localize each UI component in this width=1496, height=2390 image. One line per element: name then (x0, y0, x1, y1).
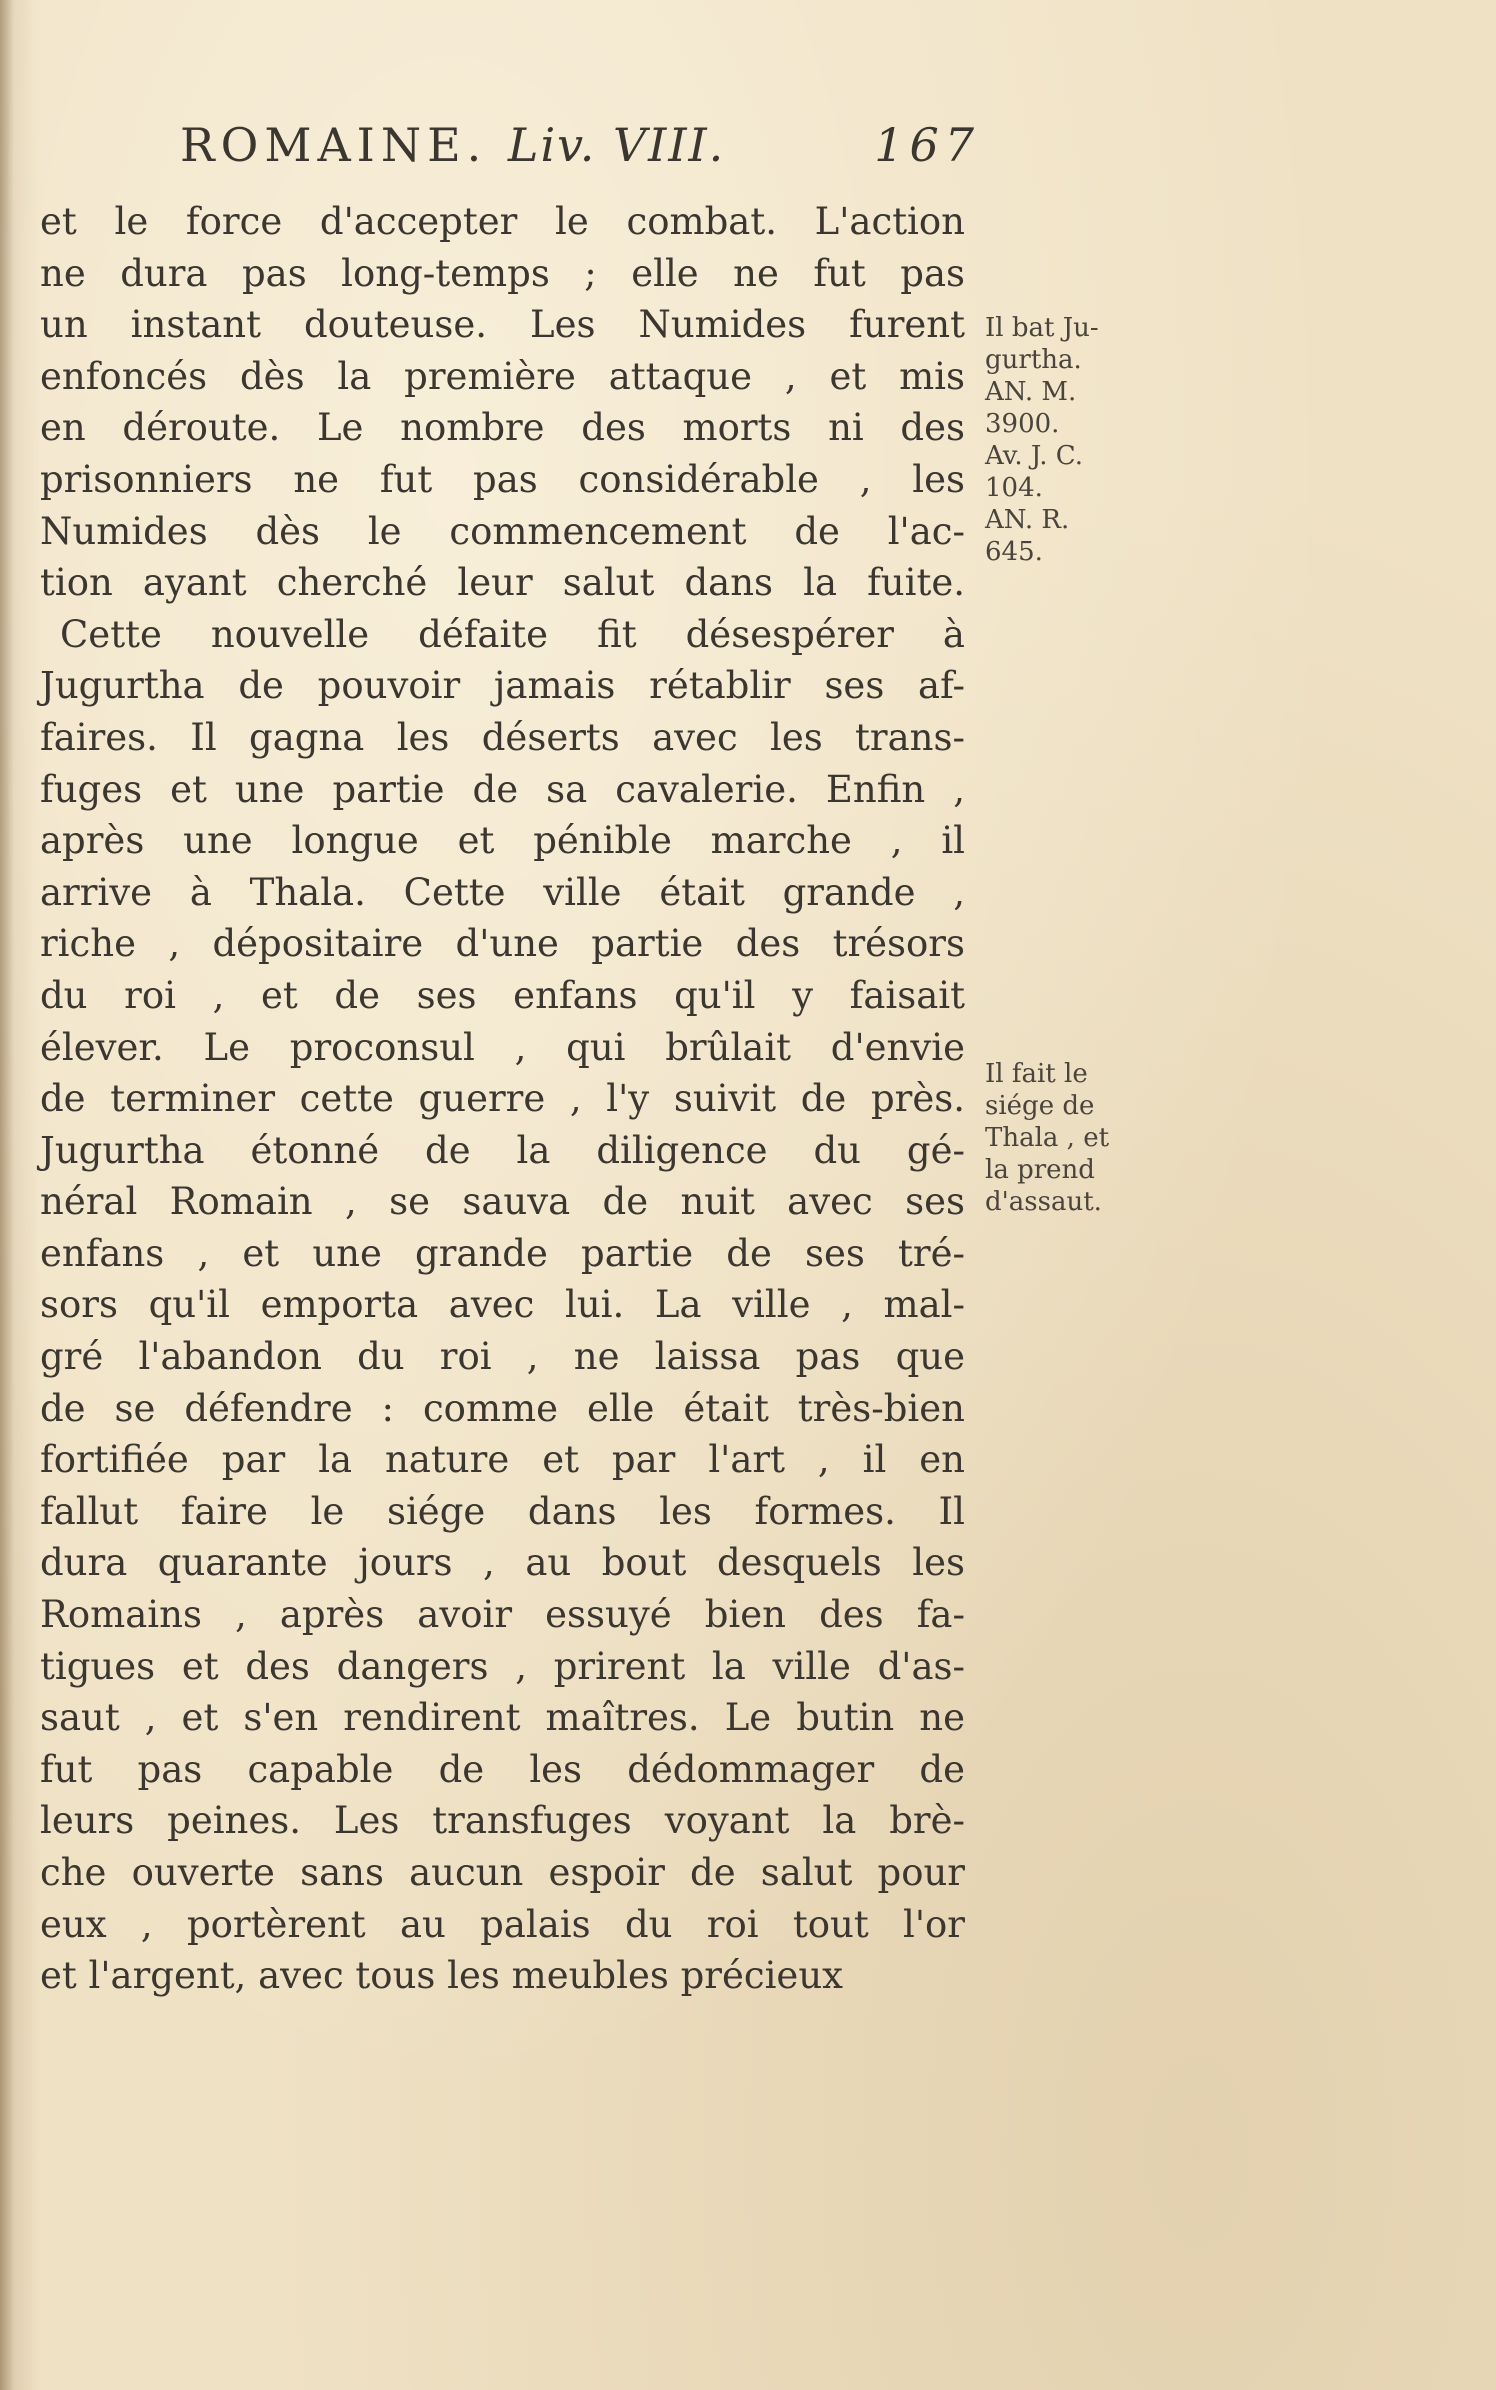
margin-note-battle (985, 312, 1195, 568)
margin-note-line: 104. (985, 473, 1043, 503)
text-line: che ouverte sans aucun espoir de salut pour (40, 1851, 965, 1894)
text-line: du roi , et de ses enfans qu'il y faisait (40, 973, 965, 1017)
text-line: enfans , et une grande partie de ses tré- (40, 1231, 965, 1275)
text-line: de se défendre : comme elle était très-bien (40, 1386, 965, 1430)
text-line: riche , dépositaire d'une partie des trésors (40, 922, 965, 966)
text-line: fortifiée par la nature et par l'art , il en (40, 1438, 965, 1482)
margin-note-line: siége de (985, 1091, 1095, 1121)
text-line: fallut faire le siége dans les formes. Il (40, 1489, 965, 1533)
text-line: tigues et des dangers , prirent la ville d'as- (40, 1644, 965, 1688)
margin-note-line: gurtha. (985, 345, 1082, 375)
text-line: Jugurtha étonné de la diligence du gé- (40, 1128, 965, 1172)
margin-note-line: d'assaut. (985, 1187, 1102, 1217)
page-number: 167 (874, 118, 980, 172)
text-line: saut , et s'en rendirent maîtres. Le butin ne (40, 1696, 965, 1740)
text-line: fuges et une partie de sa cavalerie. Enfin , (40, 767, 965, 811)
margin-note-thala (985, 1058, 1195, 1218)
running-header (180, 110, 980, 180)
text-line: sors qu'il emporta avec lui. La ville , mal- (40, 1283, 965, 1327)
text-line: eux , portèrent au palais du roi tout l'or (40, 1902, 965, 1946)
text-line: en déroute. Le nombre des morts ni des (40, 406, 965, 450)
book-number: Liv. VIII. (507, 118, 726, 172)
margin-note-line: la prend (985, 1155, 1095, 1185)
text-line: Romains , après avoir essuyé bien des fa- (40, 1593, 965, 1637)
margin-note-line: Av. J. C. (985, 441, 1084, 471)
margin-note-line: Il fait le (985, 1059, 1088, 1089)
margin-note-line: 3900. (985, 409, 1060, 439)
text-line: leurs peines. Les transfuges voyant la brè- (40, 1799, 965, 1843)
margin-note-line: AN. R. (985, 505, 1070, 535)
text-line: Cette nouvelle défaite fit désespérer à (60, 612, 965, 656)
text-line: et l'argent, avec tous les meubles précieux (40, 1954, 844, 1998)
text-line: néral Romain , se sauva de nuit avec ses (40, 1180, 965, 1224)
text-line: tion ayant cherché leur salut dans la fuite. (40, 561, 965, 605)
margin-note-line: 645. (985, 537, 1043, 567)
text-line: Numides dès le commencement de l'ac- (40, 509, 965, 553)
running-title (180, 118, 725, 172)
text-line: arrive à Thala. Cette ville était grande , (40, 870, 965, 914)
text-line: dura quarante jours , au bout desquels les (40, 1541, 965, 1585)
text-line: élever. Le proconsul , qui brûlait d'envie (40, 1025, 965, 1069)
text-line: Jugurtha de pouvoir jamais rétablir ses af- (40, 664, 965, 708)
text-line: faires. Il gagna les déserts avec les trans- (40, 715, 965, 759)
text-line: enfoncés dès la première attaque , et mis (40, 354, 965, 398)
body-text (40, 196, 965, 2002)
text-line: et le force d'accepter le combat. L'action (40, 200, 965, 243)
text-line: après une longue et pénible marche , il (40, 819, 965, 863)
margin-note-line: Il bat Ju- (985, 313, 1099, 343)
text-line: ne dura pas long-temps ; elle ne fut pas (40, 251, 965, 295)
text-line: de terminer cette guerre , l'y suivit de près. (40, 1077, 965, 1121)
text-line: un instant douteuse. Les Numides furent (40, 303, 965, 347)
running-title-text: ROMAINE. (180, 118, 488, 172)
page-edge-shadow (0, 0, 14, 2390)
text-line: prisonniers ne fut pas considérable , les (40, 457, 965, 501)
margin-note-line: AN. M. (985, 377, 1077, 407)
text-line: fut pas capable de les dédommager de (40, 1747, 965, 1791)
text-line: gré l'abandon du roi , ne laissa pas que (40, 1335, 965, 1379)
margin-note-line: Thala , et (985, 1123, 1110, 1153)
